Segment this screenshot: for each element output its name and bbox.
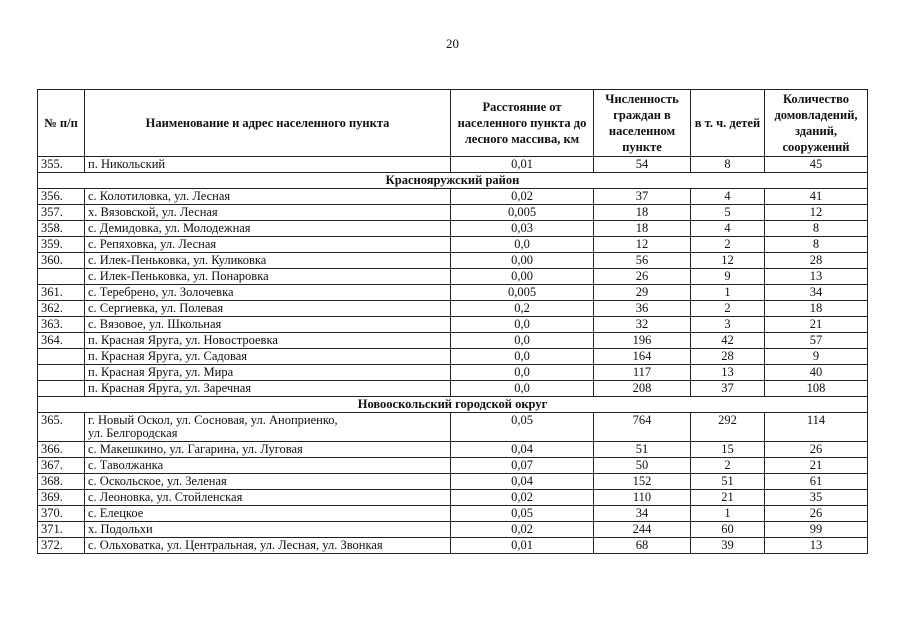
population-cell: 68 — [594, 538, 691, 554]
settlement-name: с. Вязовое, ул. Школьная — [85, 317, 451, 333]
population-cell: 29 — [594, 285, 691, 301]
table-row — [38, 317, 868, 333]
settlement-name: с. Репяховка, ул. Лесная — [85, 237, 451, 253]
table-row — [38, 506, 868, 522]
children-cell: 8 — [691, 157, 765, 173]
buildings-cell: 40 — [765, 365, 868, 381]
children-cell: 9 — [691, 269, 765, 285]
population-cell: 152 — [594, 474, 691, 490]
row-number: 367. — [38, 458, 85, 474]
distance-cell: 0,0 — [451, 317, 594, 333]
header-population: Численность граждан в населенном пункте — [594, 90, 691, 157]
settlement-name: с. Леоновка, ул. Стойленская — [85, 490, 451, 506]
distance-cell: 0,00 — [451, 253, 594, 269]
header-buildings: Количество домовладений, зданий, сооружений — [765, 90, 868, 157]
buildings-cell: 28 — [765, 253, 868, 269]
settlement-name: с. Елецкое — [85, 506, 451, 522]
table-row — [38, 205, 868, 221]
population-cell: 117 — [594, 365, 691, 381]
settlement-name: с. Сергиевка, ул. Полевая — [85, 301, 451, 317]
buildings-cell: 9 — [765, 349, 868, 365]
children-cell: 21 — [691, 490, 765, 506]
table-row — [38, 285, 868, 301]
header-distance: Расстояние от населенного пункта до лесного массива, км — [451, 90, 594, 157]
row-number: 368. — [38, 474, 85, 490]
children-cell: 51 — [691, 474, 765, 490]
population-cell: 34 — [594, 506, 691, 522]
row-number: 366. — [38, 442, 85, 458]
settlement-name: х. Подольхи — [85, 522, 451, 538]
children-cell: 292 — [691, 413, 765, 442]
population-cell: 37 — [594, 189, 691, 205]
row-number: 361. — [38, 285, 85, 301]
row-number: 363. — [38, 317, 85, 333]
children-cell: 39 — [691, 538, 765, 554]
population-cell: 208 — [594, 381, 691, 397]
children-cell: 4 — [691, 221, 765, 237]
table-row — [38, 349, 868, 365]
settlement-name: с. Колотиловка, ул. Лесная — [85, 189, 451, 205]
children-cell: 1 — [691, 506, 765, 522]
table-row — [38, 490, 868, 506]
buildings-cell: 26 — [765, 506, 868, 522]
buildings-cell: 21 — [765, 317, 868, 333]
children-cell: 15 — [691, 442, 765, 458]
settlement-name — [85, 413, 451, 442]
distance-cell: 0,0 — [451, 237, 594, 253]
table-row — [38, 442, 868, 458]
population-cell: 56 — [594, 253, 691, 269]
row-number: 359. — [38, 237, 85, 253]
table-header — [38, 90, 868, 157]
table-row — [38, 237, 868, 253]
distance-cell: 0,005 — [451, 205, 594, 221]
table-body — [38, 157, 868, 554]
distance-cell: 0,04 — [451, 474, 594, 490]
table-row — [38, 157, 868, 173]
buildings-cell: 57 — [765, 333, 868, 349]
buildings-cell: 26 — [765, 442, 868, 458]
settlement-name: х. Вязовской, ул. Лесная — [85, 205, 451, 221]
row-number: 370. — [38, 506, 85, 522]
population-cell: 110 — [594, 490, 691, 506]
children-cell: 3 — [691, 317, 765, 333]
distance-cell: 0,0 — [451, 365, 594, 381]
table-row — [38, 365, 868, 381]
population-cell: 18 — [594, 221, 691, 237]
distance-cell: 0,07 — [451, 458, 594, 474]
distance-cell: 0,0 — [451, 381, 594, 397]
distance-cell: 0,01 — [451, 157, 594, 173]
settlement-name-line: г. Новый Оскол, ул. Сосновая, ул. Аноприенко, — [88, 413, 338, 427]
row-number: 372. — [38, 538, 85, 554]
buildings-cell: 99 — [765, 522, 868, 538]
table-row — [38, 253, 868, 269]
buildings-cell: 8 — [765, 237, 868, 253]
buildings-cell: 108 — [765, 381, 868, 397]
row-number: 369. — [38, 490, 85, 506]
distance-cell: 0,05 — [451, 413, 594, 442]
table-row — [38, 458, 868, 474]
population-cell: 196 — [594, 333, 691, 349]
buildings-cell: 21 — [765, 458, 868, 474]
table-row — [38, 474, 868, 490]
table-row — [38, 538, 868, 554]
page-number: 20 — [446, 36, 459, 51]
row-number: 357. — [38, 205, 85, 221]
children-cell: 60 — [691, 522, 765, 538]
header-num: № п/п — [38, 90, 85, 157]
buildings-cell: 13 — [765, 269, 868, 285]
population-cell: 50 — [594, 458, 691, 474]
row-number: 358. — [38, 221, 85, 237]
population-cell: 32 — [594, 317, 691, 333]
row-number — [38, 269, 85, 285]
buildings-cell: 13 — [765, 538, 868, 554]
row-number — [38, 381, 85, 397]
distance-cell: 0,01 — [451, 538, 594, 554]
population-cell: 26 — [594, 269, 691, 285]
children-cell: 2 — [691, 301, 765, 317]
children-cell: 12 — [691, 253, 765, 269]
population-cell: 12 — [594, 237, 691, 253]
children-cell: 13 — [691, 365, 765, 381]
table-row — [38, 413, 868, 442]
settlement-name: с. Демидовка, ул. Молодежная — [85, 221, 451, 237]
distance-cell: 0,05 — [451, 506, 594, 522]
buildings-cell: 35 — [765, 490, 868, 506]
distance-cell: 0,02 — [451, 522, 594, 538]
population-cell: 18 — [594, 205, 691, 221]
buildings-cell: 45 — [765, 157, 868, 173]
section-row — [38, 173, 868, 189]
settlement-name: п. Красная Яруга, ул. Новостроевка — [85, 333, 451, 349]
children-cell: 4 — [691, 189, 765, 205]
table-row — [38, 269, 868, 285]
buildings-cell: 12 — [765, 205, 868, 221]
settlement-name: с. Илек-Пеньковка, ул. Куликовка — [85, 253, 451, 269]
distance-cell: 0,02 — [451, 490, 594, 506]
settlements-table — [37, 89, 868, 554]
population-cell: 764 — [594, 413, 691, 442]
row-number: 355. — [38, 157, 85, 173]
distance-cell: 0,00 — [451, 269, 594, 285]
header-name: Наименование и адрес населенного пункта — [85, 90, 451, 157]
table-row — [38, 221, 868, 237]
distance-cell: 0,0 — [451, 349, 594, 365]
row-number: 360. — [38, 253, 85, 269]
children-cell: 1 — [691, 285, 765, 301]
settlement-name-line: ул. Белгородская — [88, 426, 178, 440]
table-row — [38, 189, 868, 205]
distance-cell: 0,005 — [451, 285, 594, 301]
settlement-name: п. Красная Яруга, ул. Садовая — [85, 349, 451, 365]
population-cell: 244 — [594, 522, 691, 538]
settlement-name: с. Теребрено, ул. Золочевка — [85, 285, 451, 301]
row-number: 362. — [38, 301, 85, 317]
children-cell: 2 — [691, 237, 765, 253]
section-title: Краснояружский район — [38, 173, 868, 189]
distance-cell: 0,0 — [451, 333, 594, 349]
population-cell: 164 — [594, 349, 691, 365]
settlement-name: п. Красная Яруга, ул. Мира — [85, 365, 451, 381]
population-cell: 36 — [594, 301, 691, 317]
buildings-cell: 34 — [765, 285, 868, 301]
settlement-name: с. Оскольское, ул. Зеленая — [85, 474, 451, 490]
table-row — [38, 333, 868, 349]
children-cell: 2 — [691, 458, 765, 474]
table-row — [38, 381, 868, 397]
section-row — [38, 397, 868, 413]
distance-cell: 0,03 — [451, 221, 594, 237]
settlement-name: с. Ольховатка, ул. Центральная, ул. Лесная, ул. Звонкая — [85, 538, 451, 554]
distance-cell: 0,02 — [451, 189, 594, 205]
section-title: Новооскольский городской округ — [38, 397, 868, 413]
children-cell: 42 — [691, 333, 765, 349]
row-number: 356. — [38, 189, 85, 205]
settlement-name: с. Макешкино, ул. Гагарина, ул. Луговая — [85, 442, 451, 458]
children-cell: 28 — [691, 349, 765, 365]
settlement-name: с. Таволжанка — [85, 458, 451, 474]
table-row — [38, 522, 868, 538]
settlement-name: п. Никольский — [85, 157, 451, 173]
population-cell: 51 — [594, 442, 691, 458]
distance-cell: 0,04 — [451, 442, 594, 458]
children-cell: 37 — [691, 381, 765, 397]
buildings-cell: 41 — [765, 189, 868, 205]
buildings-cell: 114 — [765, 413, 868, 442]
buildings-cell: 61 — [765, 474, 868, 490]
row-number: 365. — [38, 413, 85, 442]
population-cell: 54 — [594, 157, 691, 173]
table-row — [38, 301, 868, 317]
settlement-name: с. Илек-Пеньковка, ул. Понаровка — [85, 269, 451, 285]
row-number — [38, 349, 85, 365]
settlement-name: п. Красная Яруга, ул. Заречная — [85, 381, 451, 397]
buildings-cell: 8 — [765, 221, 868, 237]
children-cell: 5 — [691, 205, 765, 221]
distance-cell: 0,2 — [451, 301, 594, 317]
buildings-cell: 18 — [765, 301, 868, 317]
row-number: 364. — [38, 333, 85, 349]
row-number — [38, 365, 85, 381]
header-children: в т. ч. детей — [691, 90, 765, 157]
row-number: 371. — [38, 522, 85, 538]
